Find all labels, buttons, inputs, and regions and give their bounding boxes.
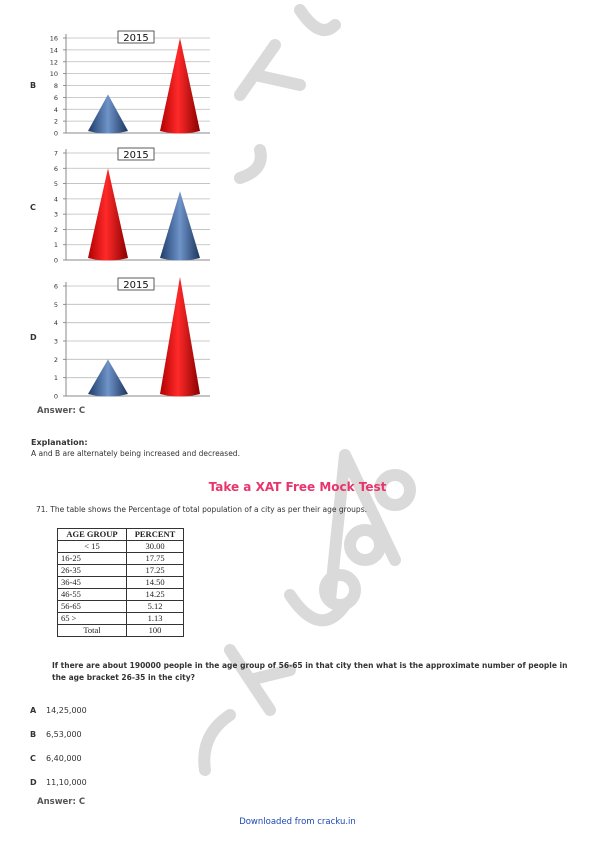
table-header-age-group: AGE GROUP [58, 529, 127, 541]
mock-test-link[interactable]: Take a XAT Free Mock Test [208, 480, 387, 494]
option-c[interactable] [30, 754, 82, 763]
footer-link[interactable]: Downloaded from cracku.in [239, 817, 356, 827]
table-row [58, 565, 184, 577]
table-cell: 14.25 [127, 589, 184, 601]
option-letter: A [30, 706, 37, 715]
y-tick-label: 6 [53, 282, 58, 291]
table-cell: 5.12 [127, 601, 184, 613]
option-text: 14,25,000 [46, 706, 87, 715]
table-cell: < 15 [58, 541, 127, 553]
table-cell: 100 [127, 625, 184, 637]
table-cell: 14.50 [127, 577, 184, 589]
table-cell: 56-65 [58, 601, 127, 613]
blue-cone [160, 191, 200, 260]
y-tick-label: 16 [49, 34, 58, 43]
table-row [58, 625, 184, 637]
table-row [58, 541, 184, 553]
option-text: 6,53,000 [46, 730, 82, 739]
y-tick-label: 0 [53, 392, 58, 401]
y-tick-label: 1 [53, 374, 58, 383]
y-tick-label: 5 [53, 300, 58, 309]
explanation-title: Explanation: [31, 438, 88, 447]
question-heading: 71. The table shows the Percentage of total population of a city as per their age groups. [36, 505, 367, 514]
y-tick-label: 0 [53, 129, 58, 138]
table-cell: 1.13 [127, 613, 184, 625]
question-text: If there are about 190000 people in the age group of 56-65 in that city then what is the approximate number of people in the age bracket 26-35 in the city? [52, 661, 568, 682]
y-tick-label: 4 [53, 105, 58, 114]
table-row [58, 553, 184, 565]
table-cell: 17.25 [127, 565, 184, 577]
blue-cone [88, 94, 128, 133]
option-a[interactable] [30, 706, 87, 715]
table-cell: 17.75 [127, 553, 184, 565]
table-header-percent: PERCENT [127, 529, 184, 541]
y-tick-label: 2 [53, 355, 58, 364]
table-cell: 65 > [58, 613, 127, 625]
y-tick-label: 6 [53, 93, 58, 102]
explanation-text: A and B are alternately being increased and decreased. [31, 449, 240, 458]
answer-label-2: Answer: C [37, 797, 86, 807]
y-tick-label: 7 [53, 149, 58, 158]
chart-title: 2015 [123, 150, 149, 161]
y-tick-label: 4 [53, 319, 58, 328]
option-letter: C [30, 754, 36, 763]
y-tick-label: 2 [53, 225, 58, 234]
table-cell: Total [58, 625, 127, 637]
option-charts [0, 0, 595, 420]
y-tick-label: 2 [53, 117, 58, 126]
red-cone [160, 277, 200, 397]
table-cell: 46-55 [58, 589, 127, 601]
chart-title: 2015 [123, 280, 149, 291]
table-row [58, 613, 184, 625]
chart-option-letter: C [30, 203, 36, 212]
chart-title: 2015 [123, 33, 149, 44]
y-tick-label: 3 [53, 337, 58, 346]
y-tick-label: 1 [53, 241, 58, 250]
y-tick-label: 12 [49, 58, 58, 67]
option-d[interactable] [30, 778, 87, 787]
y-tick-label: 6 [53, 164, 58, 173]
chart-option-letter: B [30, 81, 37, 90]
y-tick-label: 3 [53, 210, 58, 219]
y-tick-label: 14 [49, 46, 58, 55]
table-row [58, 589, 184, 601]
chart-option-letter: D [30, 333, 37, 342]
y-tick-label: 4 [53, 195, 58, 204]
y-tick-label: 5 [53, 180, 58, 189]
y-tick-label: 0 [53, 256, 58, 265]
option-letter: D [30, 778, 37, 787]
table-cell: 30.00 [127, 541, 184, 553]
option-text: 6,40,000 [46, 754, 82, 763]
option-letter: B [30, 730, 37, 739]
option-b[interactable] [30, 730, 82, 739]
option-text: 11,10,000 [46, 778, 87, 787]
answer-label-1: Answer: C [37, 406, 86, 416]
age-group-table [57, 528, 184, 637]
table-row [58, 601, 184, 613]
y-tick-label: 8 [53, 82, 58, 90]
y-tick-label: 10 [49, 70, 58, 79]
table-cell: 36-45 [58, 577, 127, 589]
table-cell: 26-35 [58, 565, 127, 577]
table-cell: 16-25 [58, 553, 127, 565]
table-row [58, 577, 184, 589]
